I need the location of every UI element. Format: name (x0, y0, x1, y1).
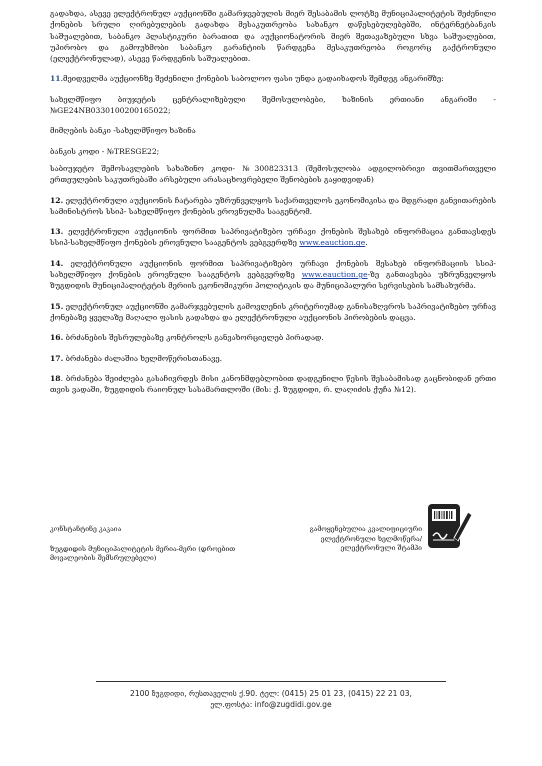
item-text: ელექტრონულ აუქციონში გამარჯვებულის გამოვლენის კრიტერიუმად განისაზღვროს საპრივატიზებო ურჩავ ქონებაზე ყველაზე მაღალი ფასის გადახდა და ელექტრონული აუქციონის პირობების დაცვა. (50, 301, 496, 322)
item-number: 18 (50, 373, 61, 383)
item-11 (50, 73, 496, 84)
item-text: ელექტრონული აუქციონის ჩატარება უზრუნველყოს საქართველოს ეკონომიკისა და მდგრადი განვითარების სამინისტროს სსიპ- სახელმწიფო ქონების ეროვნულმა სააგენტომ. (50, 195, 496, 216)
item-number: 15. (50, 301, 64, 311)
footer-divider (96, 681, 446, 682)
eauction-link[interactable]: www.eauction.ge (301, 270, 368, 280)
item-text-tail: -ზე განთავსება უზრუნველყოს ზუგდიდის მუნიციპალიტეტის მერიის ეკონომიკური პოლიტიკის და მუნიციპალური სერვისების სამსახურმა. (50, 270, 496, 291)
item-number: 17. (50, 353, 64, 363)
item-11-number: 11 (50, 74, 61, 84)
item-number: 13. (50, 227, 64, 237)
signer-position-line2: მოვალეობის შემსრულებელი) (50, 554, 157, 562)
item-14 (50, 258, 496, 292)
item-number: 16. (50, 333, 64, 343)
eauction-link[interactable]: www.eauction.ge (299, 238, 366, 248)
signer-name: კონსტანტინე კაკაია (50, 525, 122, 533)
item-number: 14. (50, 258, 64, 268)
footer-email: ელ.ფოსტა: info@zugdidi.gov.ge (210, 700, 332, 709)
item-number: 12. (50, 195, 64, 205)
e-signature-line1: გამოყენებულია კვალიფიციური (309, 525, 422, 533)
bank-code: ბანკის კოდი - №TRESGE22; (50, 146, 160, 156)
e-signature-note (296, 525, 422, 554)
document-body (50, 8, 496, 395)
item-16 (50, 332, 496, 343)
item-11-text: .მეიდველმა აუქციონზე შეძენილი ქონების საბოლოო ფასი უნდა გადაიხადოს შემდეგ ანგარიშზე: (60, 74, 444, 84)
item-13 (50, 226, 496, 249)
receiver-account: სახელმწიფო ბიუჯეტის ცენტრალიზებული შემოსულობები, ხაზინის ერთიანი ანგარიში - №GE24NB0330100200165022; (50, 94, 496, 116)
item-text: . ბრძანება შეიძლება გასაჩივრდეს მისი კანონმდებლობით დადგენილი წესის შესაბამისად გაცნობიდან ერთი თვის ვადაში, ზუგდიდის რაიონულ სასამართლოში (მის: ქ. ზუგდიდი, რ. ლაღიძის ქუჩა №12). (50, 373, 496, 395)
treasury-code: საბიუჯეტო შემოსავლების სახაზინო კოდი- №300823313 (შემოსულობა ადგილობრივი თვითმართველი ერთეულების საკუთრებაში არსებული არასაცხოვრებელი შენობების გაყიდვიდან) (50, 163, 496, 185)
footer-address: 2100 ზუგდიდი, რუსთაველის ქ.90. ტელ: (0415) 25 01 23, (0415) 22 21 03, (130, 689, 412, 698)
intro-paragraph: გადახდა, ასევე ელექტრონულ აუქციონში გამარჯვებულის მიერ შესაბამის ლოტზე მუნიციპალიტეტის შეძენილი ქონების სრული ღირებულების გადახდა მესაკუთრეობა სახანკო დაწესებულებებში, ინტერნეტბანკის საშუალებით, საბანკო პლასტიკური ბარათით და აუქციონატორის მიერ შეთავაზებული სხვა საშუალებით, უპირობო და გამოუხმობი საბანკო გარანტიის წარდგენა მესაკუთრეობა როგორც გაქტრონული (ელექტრონულად), ასევე წარდგენის საშუალებით. (50, 9, 496, 64)
item-12 (50, 195, 496, 218)
item-text: ბრძანების შესრულებაზე კონტროლს განვახორციელებ პირადად. (63, 333, 324, 343)
footer (70, 688, 472, 710)
item-text: ბრძანება ძალაშია ხელმოწერისთანავე. (63, 353, 223, 363)
signer-position-line1: ზუგდიდის მუნიციპალიტეტის მერია-მერი (დროებით (50, 544, 236, 553)
item-17 (50, 353, 496, 364)
item-18 (50, 373, 496, 396)
e-signature-icon (424, 498, 474, 554)
item-text: ელექტრონული აუქციონის ფორმით საპრივატიზებო ურჩავი ქონების შესახებ ინფორმაციის სსიპ-სახელმწიფო ქონების ეროვნული სააგენტოს ვებგვერდზე (50, 258, 496, 280)
e-signature-line3: ელექტრონული შტამპი (340, 544, 422, 552)
item-15 (50, 301, 496, 324)
item-text-tail: . (365, 238, 368, 248)
item-text: ელექტრონული აუქციონის ფორმით საპრივატიზებო ურჩავი ქონების შესახებ ინფორმაცია განთავსდეს სსიპ-სახელმწიფო ქონების ეროვნული სააგენტოს ვებგვერდზე (50, 227, 496, 248)
e-signature-line2: ელექტრონული ხელმოწერა/ (320, 534, 422, 543)
signer-block (50, 525, 270, 564)
receiver-bank: მიმღების ბანკი -სახელმწიფო ხაზინა (50, 126, 196, 136)
